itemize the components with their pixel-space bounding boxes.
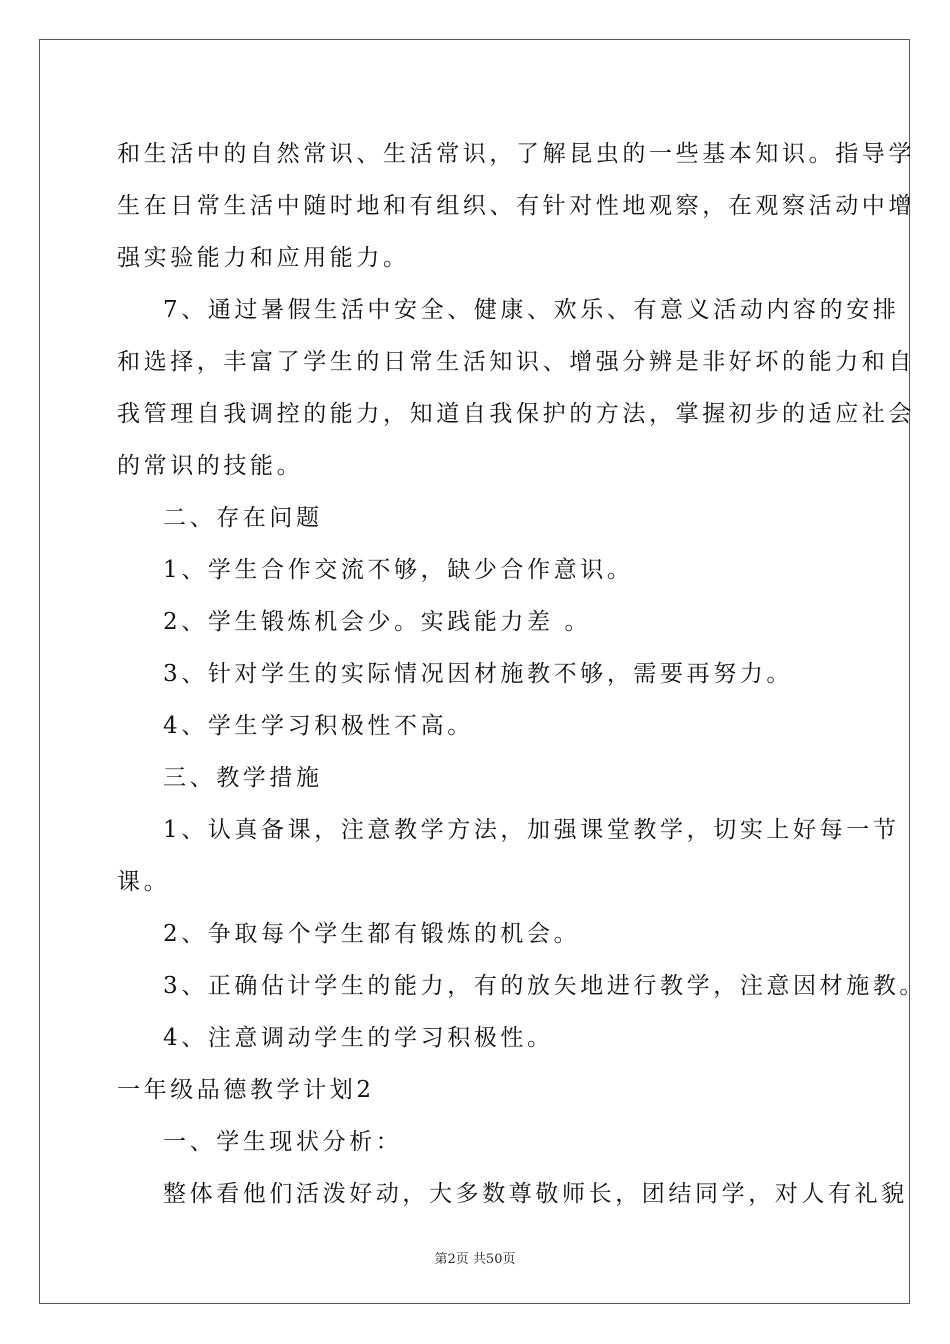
text-line: 课。 xyxy=(117,869,171,895)
text-line: 三、教学措施 xyxy=(163,765,323,791)
page-footer: 第2页 共50页 xyxy=(434,1252,516,1267)
text-line: 7、通过暑假生活中安全、健康、欢乐、有意义活动内容的安排 xyxy=(163,297,900,323)
text-line: 生在日常生活中随时地和有组织、有针对性地观察，在观察活动中增 xyxy=(117,193,915,219)
text-line: 二、存在问题 xyxy=(163,505,323,531)
text-line: 2、学生锻炼机会少。实践能力差 。 xyxy=(163,609,592,635)
text-line: 1、学生合作交流不够，缺少合作意识。 xyxy=(163,557,634,583)
text-line: 的常识的技能。 xyxy=(117,453,304,479)
text-line: 2、争取每个学生都有锻炼的机会。 xyxy=(163,921,581,947)
text-line: 一、学生现状分析： xyxy=(163,1129,403,1155)
document-body xyxy=(117,128,927,1220)
text-line: 3、正确估计学生的能力，有的放矢地进行教学，注意因材施教。 xyxy=(163,973,927,999)
text-line: 强实验能力和应用能力。 xyxy=(117,245,410,271)
text-line: 和生活中的自然常识、生活常识，了解昆虫的一些基本知识。指导学 xyxy=(117,141,915,167)
text-line: 我管理自我调控的能力，知道自我保护的方法，掌握初步的适应社会 xyxy=(117,401,915,427)
text-line: 3、针对学生的实际情况因材施教不够，需要再努力。 xyxy=(163,661,794,687)
text-line: 和选择，丰富了学生的日常生活知识、增强分辨是非好坏的能力和自 xyxy=(117,349,915,375)
text-line: 1、认真备课，注意教学方法，加强课堂教学，切实上好每一节 xyxy=(163,817,900,843)
text-line: 4、注意调动学生的学习积极性。 xyxy=(163,1025,554,1051)
text-line: 整体看他们活泼好动，大多数尊敬师长，团结同学，对人有礼貌 xyxy=(163,1181,908,1207)
text-line: 一年级品德教学计划2 xyxy=(117,1077,375,1103)
text-line: 4、学生学习积极性不高。 xyxy=(163,713,474,739)
